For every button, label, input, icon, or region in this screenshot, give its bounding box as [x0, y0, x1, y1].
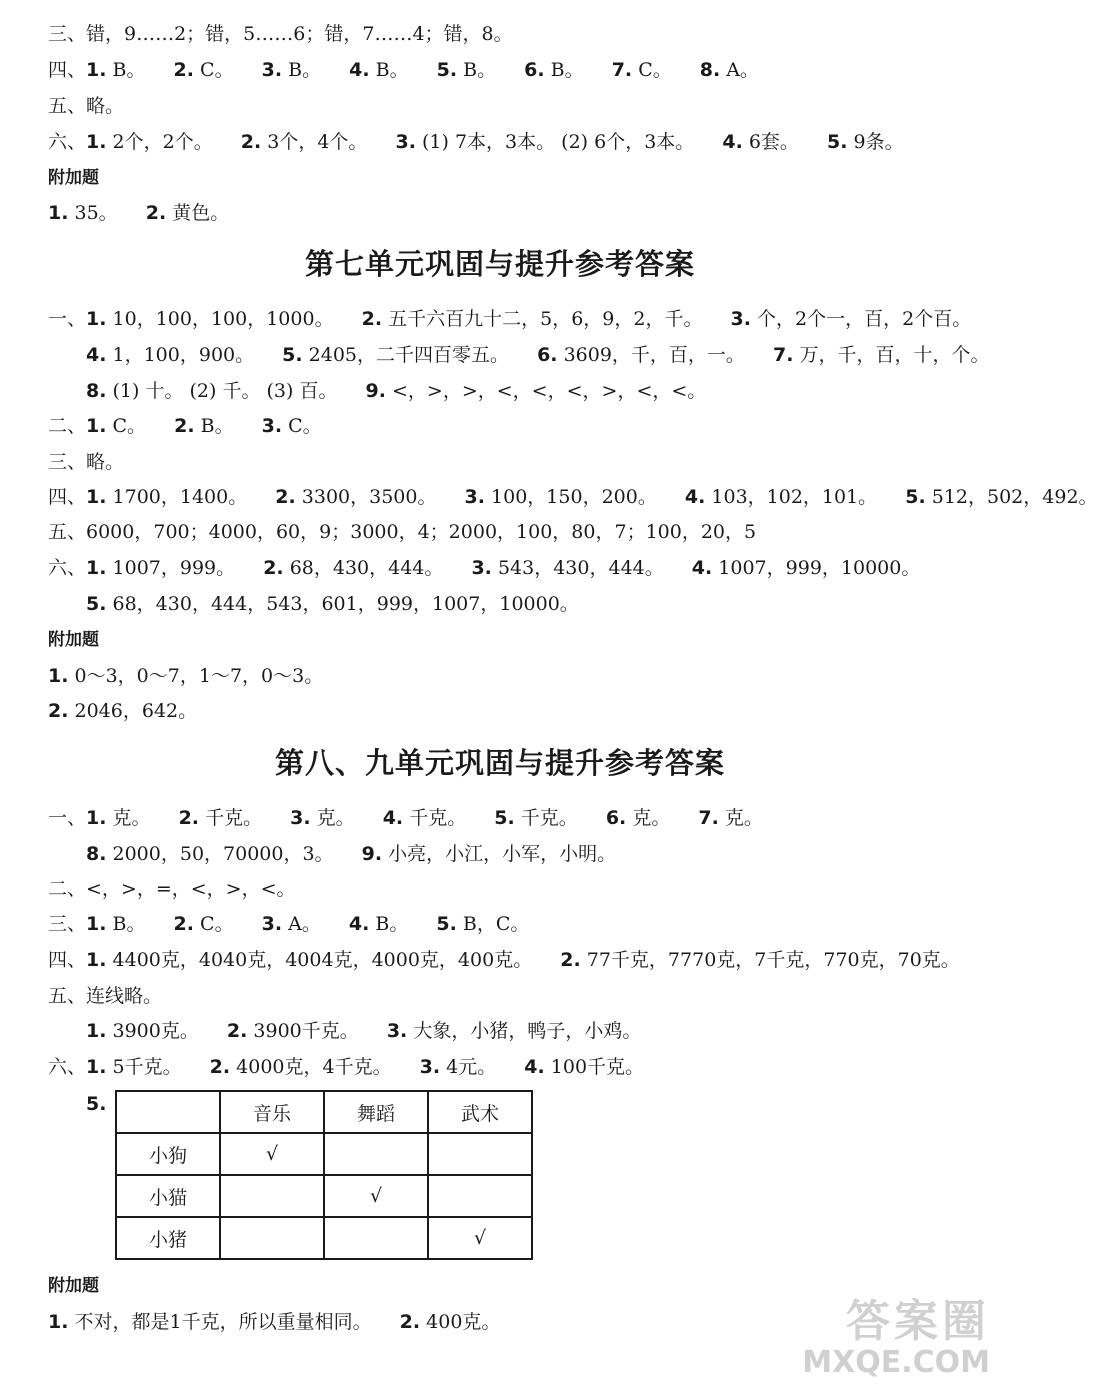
- table-header-martial-arts: 武术: [428, 1091, 532, 1133]
- s89-q5: 五、连线略。: [48, 985, 163, 1007]
- table-row: [116, 1133, 532, 1175]
- s89-q6-item5-number: 5.: [86, 1093, 107, 1115]
- table-row: [116, 1217, 532, 1259]
- s89-q2: 二、<，>，=，<，>，<。: [48, 878, 296, 900]
- table-cell: [324, 1133, 428, 1175]
- s7-q2: 二、1. C。 2. B。 3. C。: [48, 415, 322, 437]
- table-row-label: 小猫: [116, 1175, 220, 1217]
- top-section-6: 六、1. 2个，2个。 2. 3个，4个。 3. (1) 7本，3本。 (2) 6个，3本。 4. 6套。 5. 9条。: [48, 131, 904, 153]
- checkmark-icon: √: [324, 1175, 428, 1217]
- table-row-label: 小猪: [116, 1217, 220, 1259]
- s7-extra-1: 1. 0～3，0～7，1～7，0～3。: [48, 665, 324, 687]
- top-extra-answers: 1. 35。 2. 黄色。: [48, 202, 230, 224]
- top-extra-title: 附加题: [48, 168, 99, 188]
- table-cell: [116, 1091, 220, 1133]
- s7-q6-line2: 5. 68，430，444，543，601，999，1007，10000。: [86, 593, 579, 615]
- table-cell: [428, 1133, 532, 1175]
- section-89-title: 第八、九单元巩固与提升参考答案: [274, 746, 725, 780]
- watermark-logo: [802, 1298, 990, 1380]
- checkmark-icon: √: [220, 1133, 324, 1175]
- s7-q5: 五、6000，700；4000，60，9；3000，4；2000，100，80，7；100，20，5: [48, 521, 757, 543]
- table-header-dance: 舞蹈: [324, 1091, 428, 1133]
- s7-q1-line3: 8. (1) 十。 (2) 千。 (3) 百。 9. <，>，>，<，<，<，>，<，<。: [86, 380, 707, 402]
- s7-extra-title: 附加题: [48, 630, 99, 650]
- top-section-4: 四、1. B。 2. C。 3. B。 4. B。 5. B。 6. B。 7. C。 8. A。: [48, 59, 760, 81]
- watermark-text: 答案圈: [846, 1296, 990, 1347]
- s89-q1-line2: 8. 2000，50，70000，3。 9. 小亮，小江，小军，小明。: [86, 843, 617, 865]
- table-header-row: [116, 1091, 532, 1133]
- s89-q4: 四、1. 4400克，4040克，4004克，4000克，400克。 2. 77千克，7770克，7千克，770克，70克。: [48, 949, 960, 971]
- checkmark-icon: √: [428, 1217, 532, 1259]
- table-cell: [220, 1217, 324, 1259]
- s7-extra-2: 2. 2046，642。: [48, 700, 198, 722]
- table-cell: [324, 1217, 428, 1259]
- table-row-label: 小狗: [116, 1133, 220, 1175]
- s89-q5-answers: 1. 3900克。 2. 3900千克。 3. 大象，小猪，鸭子，小鸡。: [86, 1020, 642, 1042]
- table-cell: [220, 1175, 324, 1217]
- s7-q1-line2: 4. 1，100，900。 5. 2405，二千四百零五。 6. 3609，千，百，一。 7. 万，千，百，十，个。: [86, 344, 990, 366]
- s7-q1-line1: 一、1. 10，100，100，1000。 2. 五千六百九十二，5，6，9，2，千。 3. 个，2个一，百，2个百。: [48, 308, 972, 330]
- table-row: [116, 1175, 532, 1217]
- activity-table: [115, 1090, 533, 1260]
- top-section-3: 三、错，9……2；错，5……6；错，7……4；错，8。: [48, 23, 513, 45]
- watermark-site: MXQE.COM: [802, 1345, 990, 1380]
- s89-extra-answers: 1. 不对，都是1千克，所以重量相同。 2. 400克。: [48, 1311, 501, 1333]
- s89-q1-line1: 一、1. 克。 2. 千克。 3. 克。 4. 千克。 5. 千克。 6. 克。 7. 克。: [48, 807, 763, 829]
- table-header-music: 音乐: [220, 1091, 324, 1133]
- s89-q6: 六、1. 5千克。 2. 4000克，4千克。 3. 4元。 4. 100千克。: [48, 1056, 645, 1078]
- s7-q4: 四、1. 1700，1400。 2. 3300，3500。 3. 100，150，200。 4. 103，102，101。 5. 512，502，492。: [48, 486, 1098, 508]
- s89-extra-title: 附加题: [48, 1276, 99, 1296]
- s7-q6-line1: 六、1. 1007，999。 2. 68，430，444。 3. 543，430，444。 4. 1007，999，10000。: [48, 557, 921, 579]
- s7-q3: 三、略。: [48, 451, 125, 473]
- s89-q3: 三、1. B。 2. C。 3. A。 4. B。 5. B，C。: [48, 913, 530, 935]
- table-cell: [428, 1175, 532, 1217]
- section-7-title: 第七单元巩固与提升参考答案: [304, 247, 695, 281]
- top-section-5: 五、略。: [48, 95, 125, 117]
